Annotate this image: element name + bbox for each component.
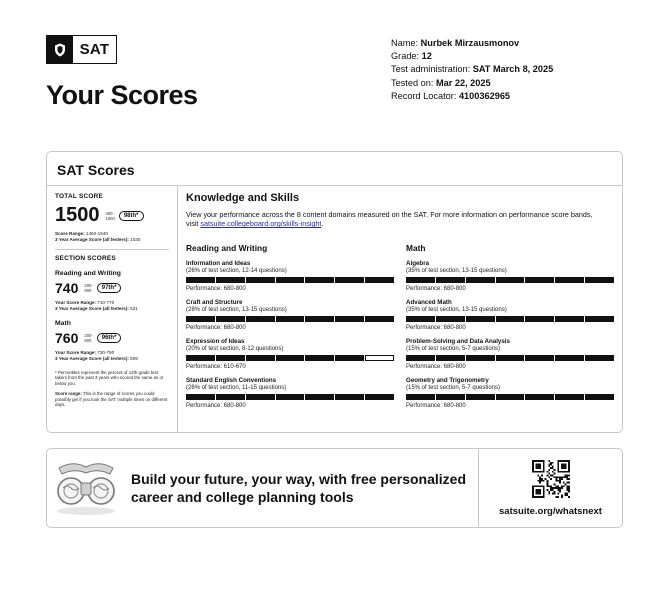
domain-weight: (35% of test section, 13-15 questions)	[406, 307, 507, 314]
section-scores-label: SECTION SCORES	[55, 255, 116, 262]
performance-bar-segment	[305, 394, 334, 400]
performance-bar-segment	[436, 394, 465, 400]
performance-bar-segment	[525, 316, 554, 322]
domain-name: Geometry and Trigonometry	[406, 377, 489, 385]
sat-logo	[46, 35, 117, 64]
performance-bar	[186, 394, 394, 400]
record-locator-value: 4100362965	[458, 90, 511, 101]
domain-name: Standard English Conventions	[186, 377, 277, 385]
performance-bar	[406, 316, 614, 322]
score-summary-column	[47, 186, 178, 432]
performance-bar-segment	[216, 355, 245, 361]
performance-bar-segment	[305, 277, 334, 283]
career-planning-banner	[46, 448, 623, 528]
performance-bar-segment	[466, 316, 495, 322]
performance-bar-segment	[365, 316, 394, 322]
domain-name: Algebra	[406, 260, 430, 268]
page-title: Your Scores	[46, 80, 198, 110]
domain-item	[406, 338, 614, 370]
performance-bar-segment	[186, 355, 215, 361]
test-admin-value: SAT March 8, 2025	[472, 64, 554, 75]
performance-bar-segment	[246, 316, 275, 322]
domain-performance: Performance: 680-800	[406, 403, 466, 410]
grade-row: Grade: 12	[391, 51, 432, 62]
grade-value: 12	[421, 51, 432, 62]
content-domains	[186, 243, 614, 416]
score-range-footnote: Score range: This is the range of scores you could possibly get if you took the SAT multiple times on different days.	[55, 391, 168, 408]
tested-on-value: Mar 22, 2025	[435, 77, 491, 88]
domain-name: Craft and Structure	[186, 299, 243, 307]
math-meta: Your Score Range: 730-790 3 Year Average Score (all testers): 509	[55, 350, 138, 361]
performance-bar	[186, 277, 394, 283]
domain-item	[186, 260, 394, 292]
performance-bar-segment	[555, 316, 584, 322]
binoculars-illustration	[53, 458, 119, 518]
performance-bar-segment	[466, 277, 495, 283]
performance-bar-segment	[555, 355, 584, 361]
card-title: SAT Scores	[47, 152, 622, 186]
math-percentile-badge: 96th*	[97, 333, 122, 343]
domain-weight: (28% of test section, 13-15 questions)	[186, 307, 287, 314]
skills-insight-link[interactable]: satsuite.collegeboard.org/skills-insight	[200, 219, 322, 229]
performance-bar-segment	[585, 394, 614, 400]
performance-bar-segment	[406, 394, 435, 400]
domain-performance: Performance: 680-800	[186, 286, 246, 293]
performance-bar-segment	[365, 277, 394, 283]
total-score-label: TOTAL SCORE	[55, 193, 104, 200]
sat-scores-card	[46, 151, 623, 433]
domain-performance: Performance: 680-800	[186, 403, 246, 410]
domain-item	[186, 377, 394, 409]
reading-writing-meta: Your Score Range: 710-770 3 Year Average Score (all testers): 521	[55, 300, 138, 311]
domain-performance: Performance: 680-800	[186, 325, 246, 332]
performance-bar-segment	[585, 277, 614, 283]
domain-performance: Performance: 610-670	[186, 364, 246, 371]
domain-column-reading-writing	[186, 243, 394, 416]
reading-writing-scale: 200- 800	[84, 283, 93, 293]
performance-bar-segment	[335, 394, 364, 400]
performance-bar-segment	[406, 355, 435, 361]
performance-bar-segment	[555, 394, 584, 400]
domain-performance: Performance: 680-800	[406, 286, 466, 293]
domain-weight: (26% of test section, 11-15 questions)	[186, 385, 287, 392]
performance-bar-segment	[496, 277, 525, 283]
performance-bar-segment	[216, 277, 245, 283]
divider	[55, 249, 169, 250]
whatsnext-url[interactable]: satsuite.org/whatsnext	[499, 505, 602, 517]
domain-weight: (15% of test section, 5-7 questions)	[406, 346, 501, 353]
performance-bar-segment	[525, 394, 554, 400]
total-score-value: 1500	[55, 204, 100, 226]
domain-name: Expression of Ideas	[186, 338, 245, 346]
domain-performance: Performance: 680-800	[406, 364, 466, 371]
student-name: Nurbek Mirzausmonov	[420, 38, 520, 48]
domain-item	[406, 260, 614, 292]
section-name-reading-writing: Reading and Writing	[55, 270, 121, 277]
performance-bar-segment	[246, 394, 275, 400]
performance-bar-segment	[335, 316, 364, 322]
total-score-meta: Score Range: 1460-1540 3 Year Average Score (all testers): 1030	[55, 231, 141, 242]
performance-bar-segment	[335, 355, 364, 361]
math-scale: 200- 800	[84, 333, 93, 343]
knowledge-skills-description: View your performance across the 8 content domains measured on the SAT. For more information on performance score bands, visit satsuite.collegeboard.org/skills-insight.	[186, 210, 593, 229]
total-percentile-badge: 98th*	[119, 211, 144, 221]
performance-bar-segment	[246, 277, 275, 283]
performance-bar-segment	[466, 355, 495, 361]
student-name-row: Name: Nurbek Mirzausmonov	[391, 38, 520, 48]
performance-bar-segment	[246, 355, 275, 361]
domain-item	[406, 377, 614, 409]
sat-logo-text: SAT	[79, 41, 110, 58]
performance-bar-segment	[585, 316, 614, 322]
domain-name: Problem-Solving and Data Analysis	[406, 338, 510, 346]
performance-bar-segment	[276, 355, 305, 361]
performance-bar-segment	[406, 277, 435, 283]
reading-writing-score: 740	[55, 280, 79, 296]
performance-bar-segment	[436, 316, 465, 322]
domain-column-heading: Math	[406, 243, 426, 254]
performance-bar-segment	[496, 355, 525, 361]
reading-writing-percentile-badge: 97th*	[97, 283, 122, 293]
domain-column-heading: Reading and Writing	[186, 243, 268, 254]
shield-icon	[47, 36, 73, 63]
performance-bar-segment	[276, 394, 305, 400]
performance-bar-segment	[216, 394, 245, 400]
qr-code-icon[interactable]	[532, 460, 570, 498]
math-score: 760	[55, 330, 79, 346]
percentile-footnote: * Percentiles represent the percent of 12th grade test takers from the past 3 years who scored the same as or below you.	[55, 370, 164, 386]
domain-weight: (26% of test section, 12-14 questions)	[186, 268, 287, 275]
domain-name: Information and Ideas	[186, 260, 251, 268]
performance-bar-segment	[406, 316, 435, 322]
performance-bar-segment	[276, 277, 305, 283]
domain-name: Advanced Math	[406, 299, 452, 307]
performance-bar	[406, 394, 614, 400]
performance-bar-segment	[335, 277, 364, 283]
domain-item	[186, 299, 394, 331]
performance-bar-segment	[555, 277, 584, 283]
performance-bar-segment	[496, 394, 525, 400]
domain-column-math	[406, 243, 614, 416]
performance-bar-segment	[216, 316, 245, 322]
test-admin-row: Test administration: SAT March 8, 2025	[391, 64, 554, 75]
domain-item	[406, 299, 614, 331]
performance-bar	[406, 355, 614, 361]
knowledge-skills-column	[178, 186, 622, 432]
performance-bar-segment	[276, 316, 305, 322]
performance-bar-segment	[305, 355, 334, 361]
performance-bar-segment	[365, 355, 394, 361]
domain-weight: (20% of test section, 8-12 questions)	[186, 346, 284, 353]
domain-weight: (35% of test section, 13-15 questions)	[406, 268, 507, 275]
domain-performance: Performance: 680-800	[406, 325, 466, 332]
performance-bar-segment	[496, 316, 525, 322]
performance-bar-segment	[186, 394, 215, 400]
tested-on-row: Tested on: Mar 22, 2025	[391, 77, 491, 88]
performance-bar-segment	[305, 316, 334, 322]
performance-bar	[186, 355, 394, 361]
performance-bar	[406, 277, 614, 283]
performance-bar-segment	[186, 316, 215, 322]
record-locator-row: Record Locator: 4100362965	[391, 90, 511, 101]
performance-bar-segment	[585, 355, 614, 361]
total-score-scale: 400- 1600	[105, 210, 115, 221]
performance-bar	[186, 316, 394, 322]
performance-bar-segment	[436, 277, 465, 283]
domain-item	[186, 338, 394, 370]
domain-weight: (15% of test section, 5-7 questions)	[406, 385, 501, 392]
performance-bar-segment	[436, 355, 465, 361]
student-info	[391, 37, 553, 103]
performance-bar-segment	[525, 355, 554, 361]
performance-bar-segment	[186, 277, 215, 283]
performance-bar-segment	[525, 277, 554, 283]
section-name-math: Math	[55, 320, 71, 327]
performance-bar-segment	[365, 394, 394, 400]
banner-headline: Build your future, your way, with free personalized career and college planning tools	[131, 471, 467, 505]
performance-bar-segment	[466, 394, 495, 400]
knowledge-skills-title: Knowledge and Skills	[186, 192, 300, 204]
